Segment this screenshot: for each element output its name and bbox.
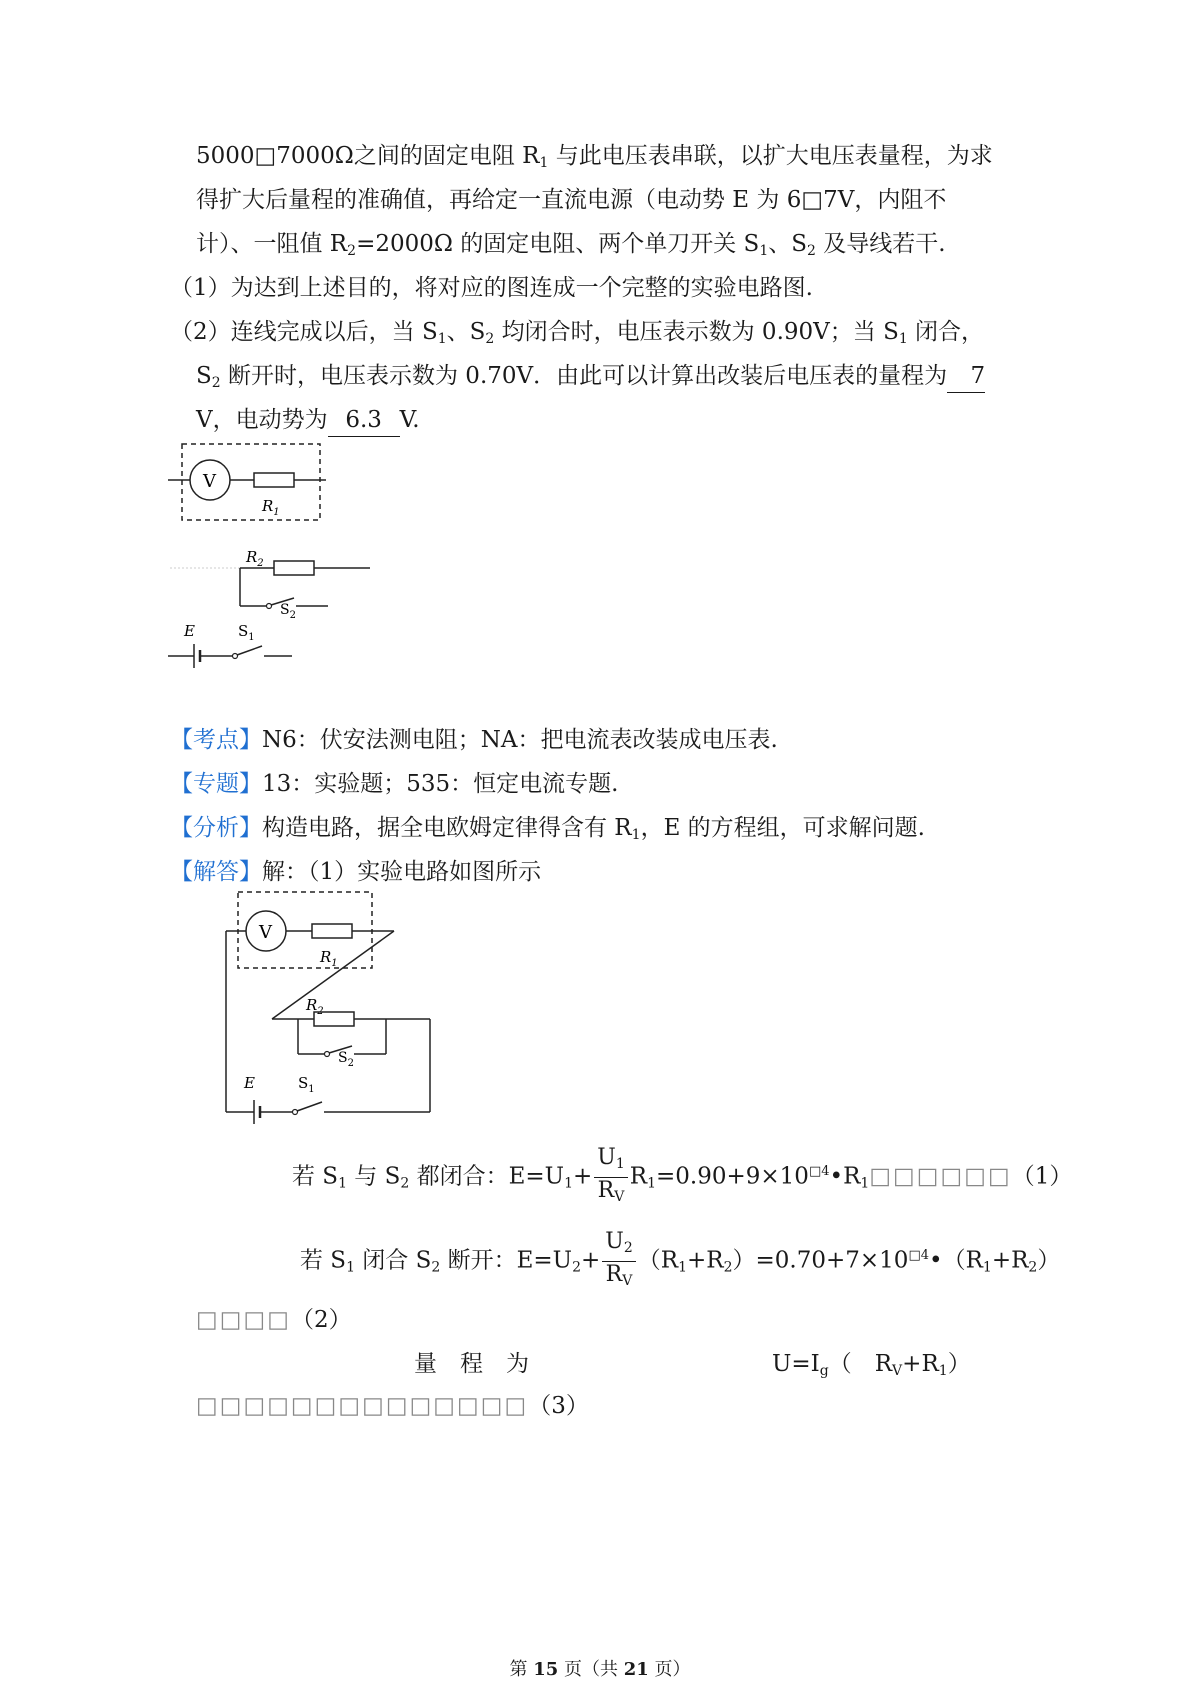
- voltmeter-label: V: [203, 471, 216, 492]
- range-formula: $U=I_g$（ $R_V+R_1$）: [772, 1351, 971, 1379]
- r2-label-2: $R_2$: [306, 996, 324, 1017]
- question-2-line-3: V，电动势为 6.3 V.: [196, 404, 420, 437]
- total-pages: 21: [623, 1659, 649, 1680]
- r1-label: $R_1$: [262, 497, 280, 518]
- battery-label: E: [184, 622, 195, 640]
- problem-line-3: 计）、一阻值 $R_2=2000\Omega$ 的固定电阻、两个单刀开关 $S_1$、$S_2$ 及导线若干.: [196, 231, 946, 259]
- range-label: 量 程 为: [414, 1351, 529, 1377]
- connected-circuit-figure: [212, 886, 452, 1126]
- r1-label-2: $R_1$: [320, 948, 338, 969]
- equation-2: 若 $S_1$ 闭合 $S_2$ 断开：$E=U_2+$ $\frac{U_2}{R_V}$ $(R_1+R_2)=0.70+7\times 10^{□4}•(R_1+R_2)$: [300, 1228, 1060, 1296]
- page-footer: 第 15 页（共 21 页）: [509, 1659, 691, 1680]
- section-jieda: 【解答】解：（1）实验电路如图所示: [170, 859, 542, 885]
- s1-label-2: $S_1$: [298, 1074, 315, 1095]
- switch-s1: [237, 646, 262, 655]
- resistor-r1: [254, 473, 294, 487]
- connecting-wire: [272, 931, 394, 1019]
- equation-2-label: □□□□（2）: [196, 1307, 352, 1333]
- battery-label-2: E: [244, 1074, 255, 1092]
- r2-label: $R_2$: [246, 548, 264, 569]
- s1-label: $S_1$: [238, 622, 255, 643]
- resistor-r1-2: [312, 924, 352, 938]
- voltmeter-label-2: V: [259, 922, 272, 943]
- fraction-u1-rv: $\frac{U_1}{R_V}$: [594, 1145, 627, 1210]
- question-2-line-1: （2）连线完成以后，当 $S_1$、$S_2$ 均闭合时，电压表示数为 0.90V；当 $S_1$ 闭合，: [170, 319, 985, 347]
- answer-range-blank: 7: [947, 360, 985, 393]
- problem-line-2: 得扩大后量程的准确值，再给定一直流电源（电动势 E 为 6□7V，内阻不: [196, 187, 947, 213]
- problem-line-1: 5000□7000Ω之间的固定电阻 $R_1$ 与此电压表串联，以扩大电压表量程，为求: [196, 143, 993, 171]
- s2-label: $S_2$: [280, 602, 296, 621]
- page-number: 15: [533, 1659, 559, 1680]
- circuit-components-figure: [160, 440, 380, 680]
- resistor-r2: [274, 561, 314, 575]
- answer-emf-blank: 6.3: [328, 404, 400, 437]
- fraction-u2-rv: $\frac{U_2}{R_V}$: [602, 1229, 635, 1294]
- equation-1: 若 $S_1$ 与 $S_2$ 都闭合：$E=U_1+$ $\frac{U_1}{R_V}$ $R_1=0.90+9\times 10^{□4}•R_1□□□□□□(1)$: [292, 1144, 1072, 1212]
- section-kaodian: 【考点】N6：伏安法测电阻；NA：把电流表改装成电压表.: [170, 727, 778, 753]
- s2-label-2: $S_2$: [338, 1050, 354, 1069]
- question-2-line-2: $S_2$ 断开时，电压表示数为 0.70V．由此可以计算出改装后电压表的量程为 7: [196, 360, 985, 399]
- equation-3-label: □□□□□□□□□□□□□□（3）: [196, 1393, 589, 1419]
- question-1: （1）为达到上述目的，将对应的图连成一个完整的实验电路图.: [170, 275, 813, 301]
- section-fenxi: 【分析】构造电路，据全电欧姆定律得含有 $R_1$，E 的方程组，可求解问题.: [170, 815, 925, 843]
- section-zhuanti: 【专题】13：实验题；535：恒定电流专题.: [170, 771, 619, 797]
- switch-s1-2: [297, 1102, 322, 1111]
